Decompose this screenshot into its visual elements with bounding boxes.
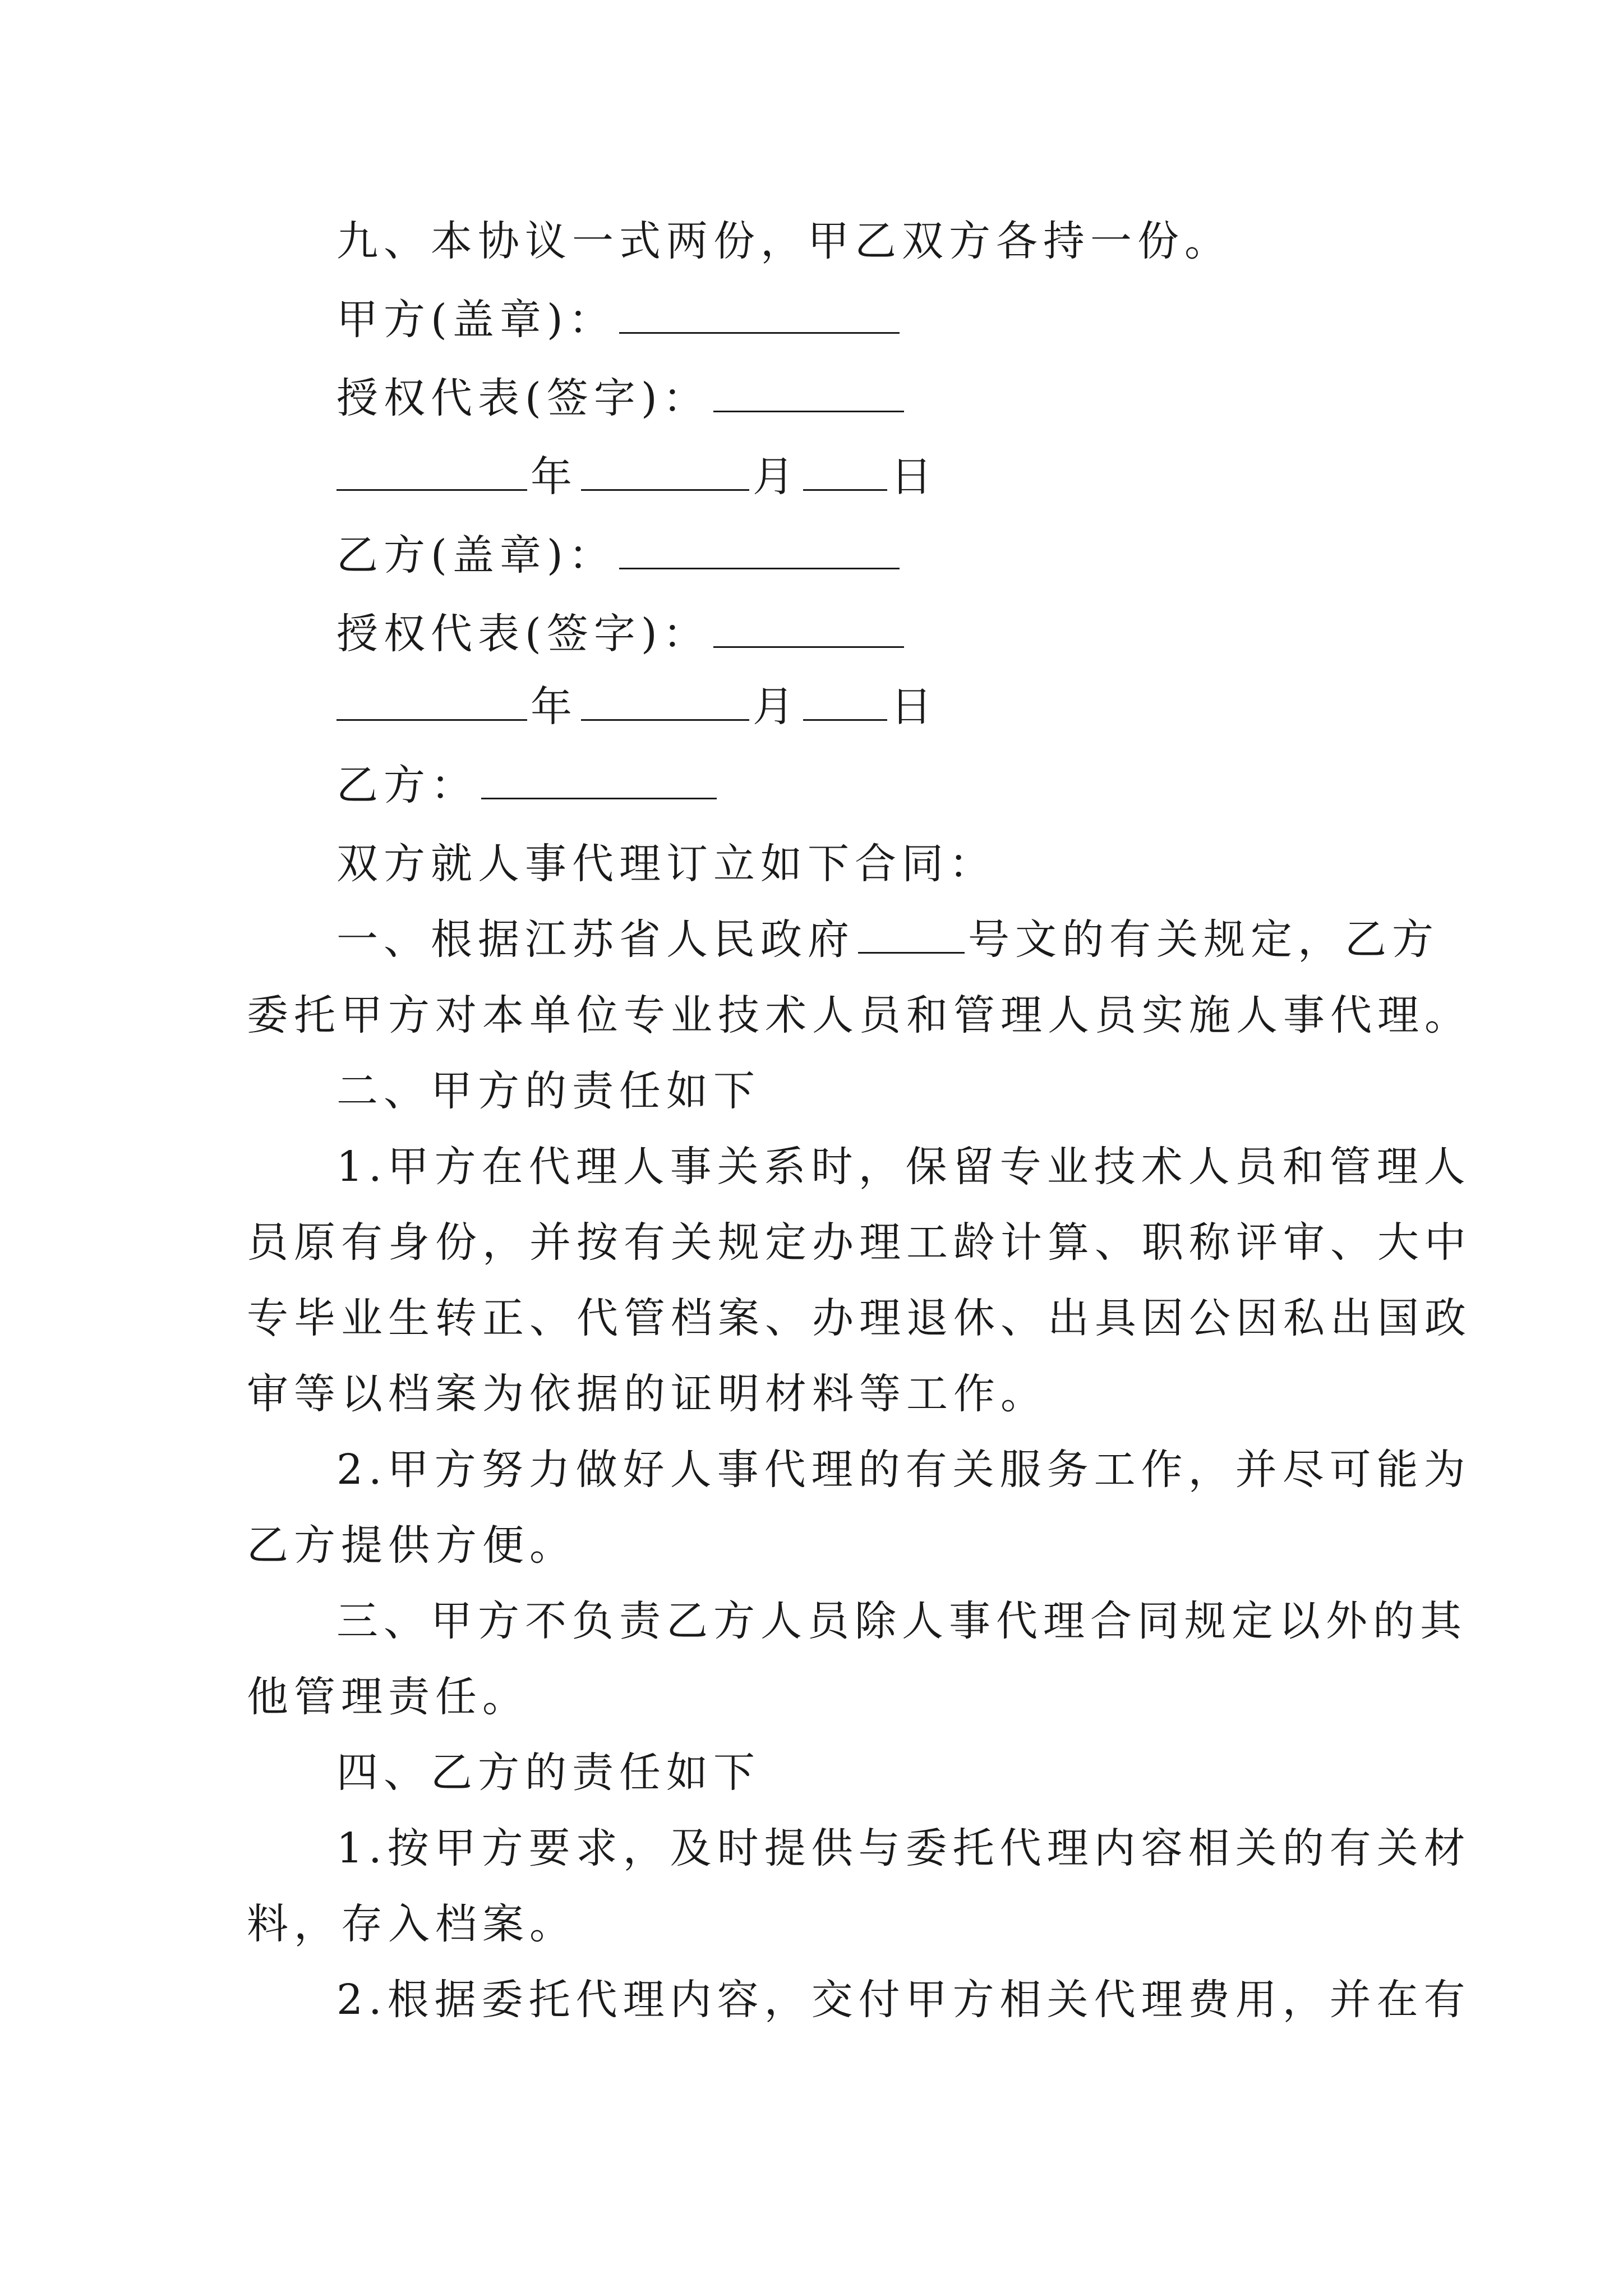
party-b-day-label: 日 [891, 683, 938, 731]
party-a-seal-blank [619, 293, 900, 334]
party-a-month-label: 月 [753, 453, 800, 501]
section-two-item-2-line-1: 2.甲方努力做好人事代理的有关服务工作，并尽可能为 [336, 1446, 1471, 1494]
party-b-label: 乙方： [336, 761, 478, 809]
document-number-blank [858, 913, 965, 954]
section-two-item-1-line-1: 1.甲方在代理人事关系时，保留专业技术人员和管理人 [336, 1143, 1471, 1191]
party-b-seal-line [336, 527, 903, 583]
party-a-day-blank [803, 450, 887, 491]
party-b-rep-label: 授权代表(签字)： [336, 610, 710, 658]
section-two-item-1-line-2: 员原有身份，并按有关规定办理工龄计算、职称评审、大中 [247, 1218, 1472, 1267]
section-two-item-2-line-2: 乙方提供方便。 [247, 1521, 577, 1570]
party-a-year-blank [336, 450, 527, 491]
party-b-year-blank [336, 680, 527, 721]
party-b-seal-blank [619, 528, 900, 569]
party-b-seal-label: 乙方(盖章)： [336, 531, 616, 579]
party-b-month-label: 月 [753, 683, 800, 731]
section-one-line-1 [336, 912, 1439, 968]
party-a-rep-blank [713, 371, 904, 412]
party-b-rep-line [336, 606, 907, 662]
party-b-blank [481, 758, 717, 799]
party-b-date-line [336, 679, 938, 735]
party-b-rep-blank [713, 607, 904, 648]
party-a-seal-label: 甲方(盖章)： [336, 296, 616, 344]
section-three-line-1: 三、甲方不负责乙方人员除人事代理合同规定以外的其 [336, 1597, 1467, 1645]
section-two-heading: 二、甲方的责任如下 [336, 1067, 760, 1115]
party-a-year-label: 年 [531, 453, 578, 501]
section-one-text-b: 号文的有关规定，乙方 [968, 915, 1439, 964]
party-b-line [336, 757, 720, 813]
clause-nine: 九、本协议一式两份，甲乙双方各持一份。 [336, 217, 1232, 265]
party-a-month-blank [581, 450, 749, 491]
party-a-day-label: 日 [891, 453, 938, 501]
section-one-line-2: 委托甲方对本单位专业技术人员和管理人员实施人事代理。 [247, 991, 1472, 1039]
section-four-heading: 四、乙方的责任如下 [336, 1749, 760, 1797]
party-b-month-blank [581, 680, 749, 721]
party-a-date-line [336, 449, 938, 505]
section-three-line-2: 他管理责任。 [247, 1673, 529, 1721]
section-two-item-1-line-3: 专毕业生转正、代管档案、办理退休、出具因公因私出国政 [247, 1294, 1472, 1342]
section-two-item-1-line-4: 审等以档案为依据的证明材料等工作。 [247, 1370, 1048, 1418]
party-b-day-blank [803, 680, 887, 721]
party-b-year-label: 年 [531, 683, 578, 731]
section-four-item-1-line-1: 1.按甲方要求，及时提供与委托代理内容相关的有关材 [336, 1824, 1471, 1872]
party-a-rep-line [336, 370, 907, 426]
party-a-rep-label: 授权代表(签字)： [336, 374, 710, 422]
section-four-item-2-line-1: 2.根据委托代理内容，交付甲方相关代理费用，并在有 [336, 1976, 1471, 2024]
section-four-item-1-line-2: 料，存入档案。 [247, 1900, 577, 1948]
section-one-text-a: 一、根据江苏省人民政府 [336, 915, 855, 964]
intro-paragraph: 双方就人事代理订立如下合同： [336, 840, 996, 888]
party-a-seal-line [336, 292, 903, 348]
